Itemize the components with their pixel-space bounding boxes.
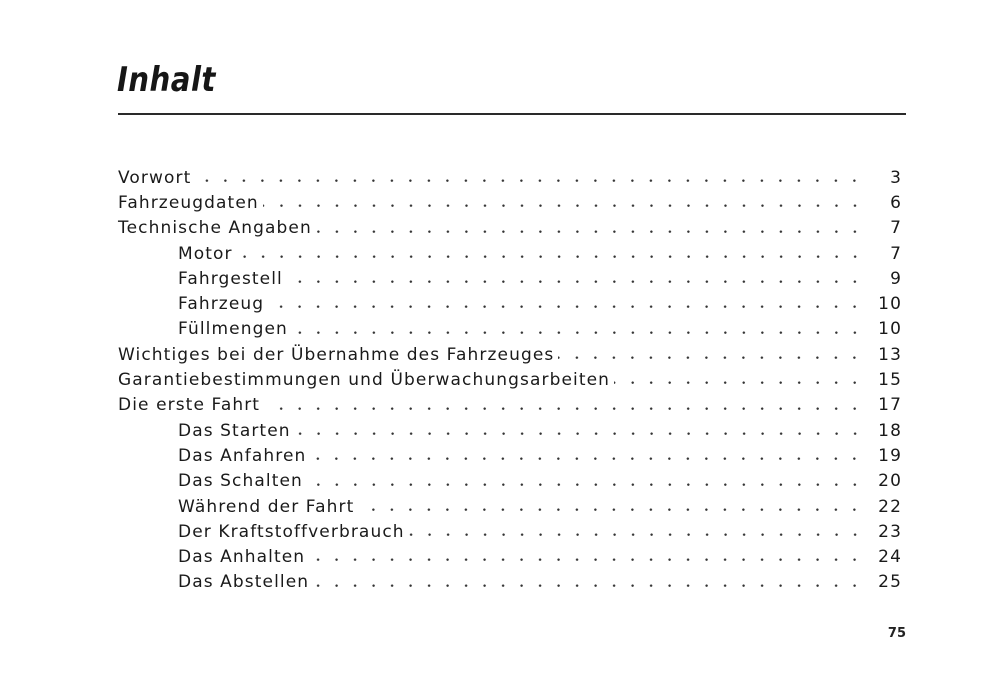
toc-subentry[interactable] bbox=[118, 494, 906, 519]
toc-subentry[interactable] bbox=[118, 544, 906, 569]
toc-entry[interactable] bbox=[118, 216, 906, 241]
toc-entry[interactable] bbox=[118, 393, 906, 418]
toc-entry-title: Vorwort bbox=[118, 167, 192, 188]
toc-entry-title: Das Starten bbox=[178, 420, 291, 441]
toc-subentry[interactable] bbox=[118, 519, 906, 544]
toc-entry-title: Wichtiges bei der Übernahme des Fahrzeuges bbox=[118, 344, 555, 365]
toc-subentry[interactable] bbox=[118, 291, 906, 316]
toc-entry-page: 18 bbox=[878, 420, 902, 441]
title-rule bbox=[118, 113, 906, 115]
toc-entry[interactable] bbox=[118, 367, 906, 392]
toc-entry-title: Das Anfahren bbox=[178, 445, 307, 466]
dot-leader bbox=[409, 519, 864, 544]
toc-entry-page: 24 bbox=[878, 547, 902, 568]
dot-leader bbox=[263, 190, 864, 215]
toc-entry-page: 19 bbox=[878, 445, 902, 466]
toc-entry-page: 7 bbox=[890, 218, 902, 239]
toc-entry[interactable] bbox=[118, 190, 906, 215]
dot-leader bbox=[309, 544, 864, 569]
page-title: Inhalt bbox=[117, 60, 216, 100]
toc-entry-title: Während der Fahrt bbox=[178, 496, 355, 517]
dot-leader bbox=[313, 570, 864, 595]
dot-leader bbox=[295, 418, 864, 443]
toc-entry[interactable] bbox=[118, 342, 906, 367]
toc-entry-page: 9 bbox=[890, 268, 902, 289]
dot-leader bbox=[237, 241, 864, 266]
toc-entry-page: 6 bbox=[890, 192, 902, 213]
toc-entry-title: Fahrzeug bbox=[178, 294, 265, 315]
toc-entry-title: Füllmengen bbox=[178, 319, 288, 340]
toc-subentry[interactable] bbox=[118, 241, 906, 266]
toc-entry-title: Fahrzeugdaten bbox=[118, 192, 259, 213]
dot-leader bbox=[268, 291, 864, 316]
toc-subentry[interactable] bbox=[118, 266, 906, 291]
toc-subentry[interactable] bbox=[118, 418, 906, 443]
toc-entry-page: 10 bbox=[878, 319, 902, 340]
page-number: 75 bbox=[887, 626, 906, 641]
dot-leader bbox=[316, 216, 864, 241]
toc-subentry[interactable] bbox=[118, 469, 906, 494]
dot-leader bbox=[358, 494, 864, 519]
dot-leader bbox=[307, 469, 864, 494]
toc-entry-page: 17 bbox=[878, 395, 902, 416]
toc-entry-page: 13 bbox=[878, 344, 902, 365]
toc-entry-title: Garantiebestimmungen und Überwachungsarbeiten bbox=[118, 370, 611, 391]
toc-entry-title: Der Kraftstoffverbrauch bbox=[178, 521, 405, 542]
toc-entry-title: Motor bbox=[178, 243, 233, 264]
toc-subentry[interactable] bbox=[118, 443, 906, 468]
toc-entry-page: 20 bbox=[878, 471, 902, 492]
dot-leader bbox=[614, 367, 864, 392]
toc-entry-page: 3 bbox=[890, 167, 902, 188]
toc-entry-page: 7 bbox=[890, 243, 902, 264]
dot-leader bbox=[264, 393, 864, 418]
toc-entry-title: Das Anhalten bbox=[178, 547, 306, 568]
toc-subentry[interactable] bbox=[118, 317, 906, 342]
toc-entry-page: 22 bbox=[878, 496, 902, 517]
toc-entry-title: Das Schalten bbox=[178, 471, 303, 492]
toc-entry-title: Die erste Fahrt bbox=[118, 395, 261, 416]
table-of-contents bbox=[118, 165, 906, 595]
dot-leader bbox=[558, 342, 864, 367]
toc-entry-page: 10 bbox=[878, 294, 902, 315]
dot-leader bbox=[195, 165, 864, 190]
toc-entry-page: 15 bbox=[878, 370, 902, 391]
toc-entry-page: 25 bbox=[878, 572, 902, 593]
toc-entry-title: Das Abstellen bbox=[178, 572, 310, 593]
toc-entry-title: Technische Angaben bbox=[118, 218, 312, 239]
dot-leader bbox=[287, 266, 864, 291]
toc-entry[interactable] bbox=[118, 165, 906, 190]
dot-leader bbox=[310, 443, 864, 468]
toc-entry-title: Fahrgestell bbox=[178, 268, 283, 289]
toc-subentry[interactable] bbox=[118, 570, 906, 595]
dot-leader bbox=[292, 317, 864, 342]
toc-entry-page: 23 bbox=[878, 521, 902, 542]
